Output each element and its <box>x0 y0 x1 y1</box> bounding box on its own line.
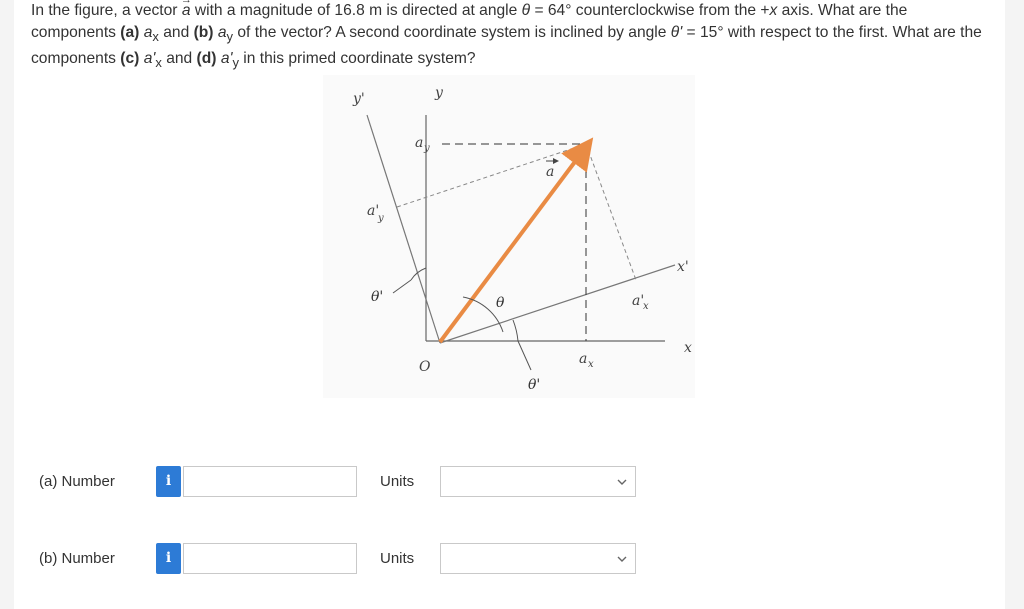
number-input-b[interactable] <box>183 543 357 574</box>
a-prime-x-symbol: a' <box>143 50 156 68</box>
theta-label: θ <box>496 295 505 311</box>
theta-prime-pointer-left <box>393 280 411 293</box>
x-prime-label: x' <box>677 259 689 275</box>
answer-row-a <box>14 464 1005 500</box>
vector-diagram <box>323 75 695 398</box>
question-text-part: of the vector? A second coordinate system is inclined by angle <box>233 24 671 41</box>
theta-prime-arc-bottom <box>513 320 518 341</box>
ax-label: a <box>579 351 588 367</box>
info-icon[interactable]: i <box>156 543 181 574</box>
vector-figure <box>323 75 695 398</box>
a-prime-x-label-sub: x <box>643 301 649 312</box>
question-text-part: and <box>161 50 197 68</box>
theta-prime-left-label: θ' <box>371 289 384 305</box>
question-text-part: = 64° counterclockwise from the + <box>530 2 770 19</box>
a-prime-x-subscript: x <box>155 55 162 71</box>
question-text-part: and <box>158 24 194 41</box>
theta-prime-symbol: θ' <box>670 24 683 41</box>
y-prime-label: y' <box>353 91 365 107</box>
ay-label: a <box>415 135 424 151</box>
question-text-part: = 15° with respect to the first. What are the components <box>31 24 982 68</box>
theta-symbol: θ <box>521 2 531 19</box>
question-text-part: with a magnitude of 16.8 m is directed at angle <box>190 2 522 19</box>
a-prime-y-subscript: y <box>232 55 239 71</box>
question-text-part: axis. What are the components <box>31 2 908 41</box>
units-select-a[interactable] <box>440 466 636 497</box>
ay-symbol: a <box>217 24 227 41</box>
ax-label-sub: x <box>588 359 594 370</box>
question-text-part: in this primed coordinate system? <box>238 50 476 68</box>
a-prime-y-symbol: a' <box>220 50 233 68</box>
answer-label: (b) Number <box>39 550 115 567</box>
theta-prime-bottom-label: θ' <box>528 377 541 393</box>
units-label: Units <box>380 550 415 567</box>
units-label: Units <box>380 473 415 490</box>
ax-symbol: a <box>143 24 153 41</box>
units-select-b[interactable] <box>440 543 636 574</box>
vector-a-arrow <box>440 147 586 342</box>
origin-label: O <box>419 359 431 375</box>
a-prime-y-label: a' <box>367 203 380 219</box>
a-prime-y-label-sub: y <box>378 213 384 224</box>
part-d-label: (d) <box>196 50 217 68</box>
ax-subscript: x <box>152 29 159 45</box>
theta-prime-pointer-bottom <box>518 341 531 370</box>
x-label: x <box>684 340 692 356</box>
number-input-a[interactable] <box>183 466 357 497</box>
answer-label: (a) Number <box>39 473 115 490</box>
x-variable: x <box>769 2 778 19</box>
info-icon[interactable]: i <box>156 466 181 497</box>
chevron-down-icon <box>617 555 627 563</box>
question-text-part: In the figure, a vector <box>31 2 182 19</box>
question-text <box>31 0 991 74</box>
part-a-label: (a) <box>120 24 140 41</box>
a-prime-x-label: a' <box>632 293 645 309</box>
chevron-down-icon <box>617 478 627 486</box>
ay-subscript: y <box>226 29 234 45</box>
question-card <box>14 0 1005 609</box>
y-label: y <box>435 85 443 101</box>
a-prime-x-dashed-line <box>586 144 636 280</box>
vector-a-symbol: → a <box>182 0 191 22</box>
part-c-label: (c) <box>120 50 140 68</box>
vector-a-label: a <box>546 164 555 180</box>
ay-label-sub: y <box>424 143 430 154</box>
answer-row-b <box>14 541 1005 577</box>
part-b-label: (b) <box>193 24 214 41</box>
